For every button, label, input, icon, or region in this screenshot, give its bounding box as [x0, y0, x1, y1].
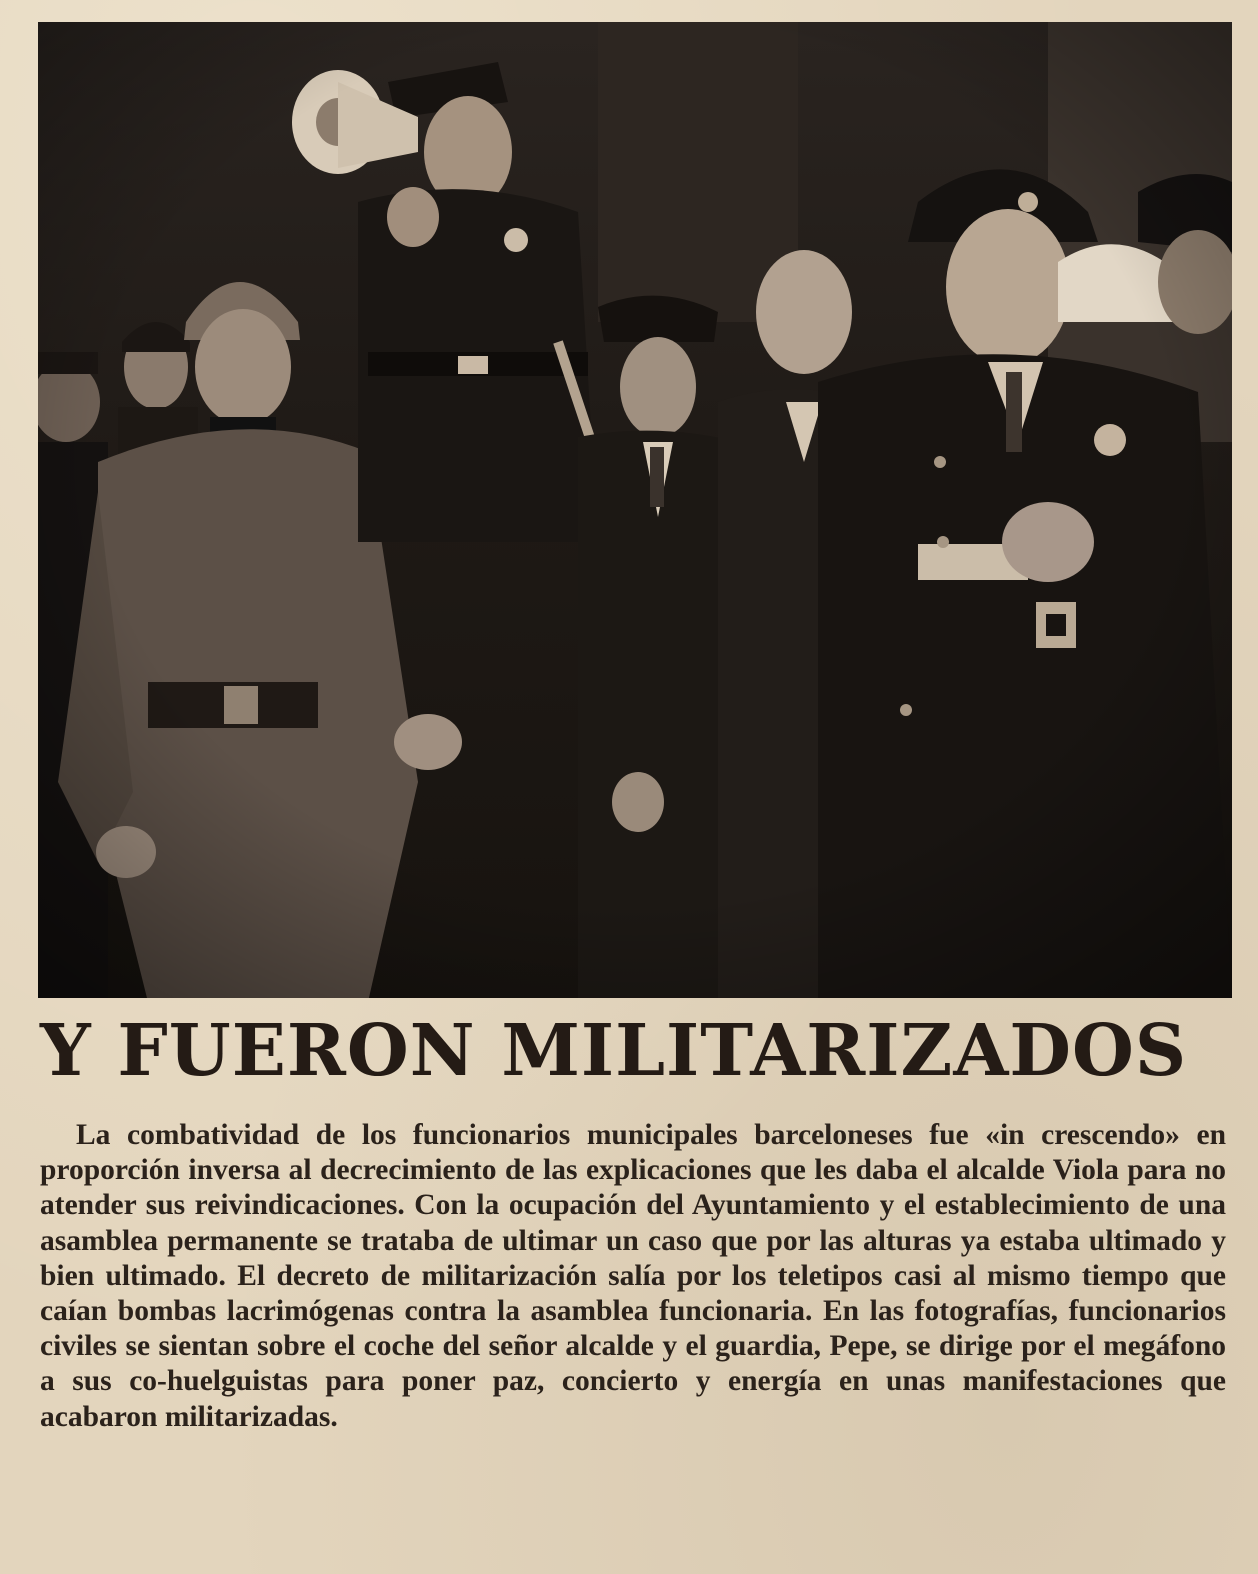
- headline: Y FUERON MILITARIZADOS: [40, 1008, 1188, 1092]
- news-photo: [38, 22, 1232, 998]
- photo-illustration: [38, 22, 1232, 998]
- article-body: La combatividad de los funcionarios municipales barceloneses fue «in crescendo» en proporción inversa al decrecimiento de las explicaciones que les daba el alcalde Viola para no atender sus reivindicaciones. Con la ocupación del Ayuntamiento y el establecimiento de una asamblea permanente se trataba de ultimar un caso que por las alturas ya estaba ultimado y bien ultimado. El decreto de militarización salía por los teletipos casi al mismo tiempo que caían bombas lacrimógenas contra la asamblea funcionaria. En las fotografías, funcionarios civiles se sientan sobre el coche del señor alcalde y el guardia, Pepe, se dirige por el megáfono a sus co-huelguistas para poner paz, concierto y energía en unas manifestaciones que acabaron militarizadas.: [40, 1119, 1226, 1433]
